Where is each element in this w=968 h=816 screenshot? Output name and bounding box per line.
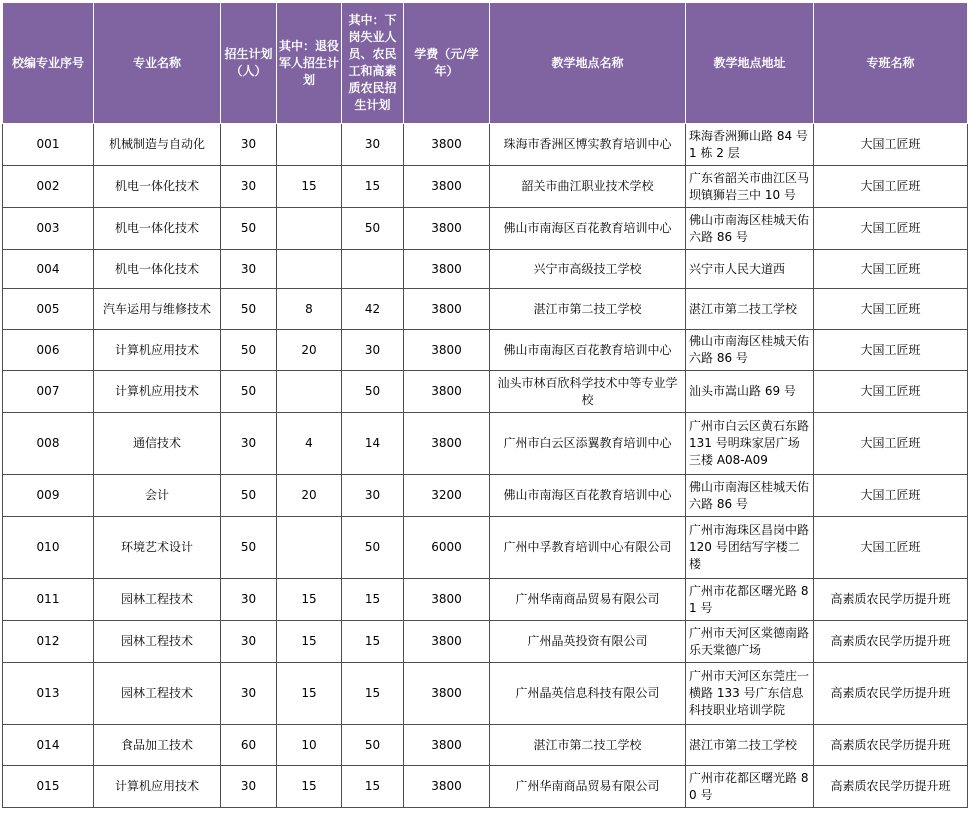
site-name-cell: 广州中孚教育培训中心有限公司 [490, 517, 686, 579]
class-name-cell: 大国工匠班 [814, 166, 968, 208]
veteran-plan-cell: 15 [277, 663, 342, 725]
tuition-cell: 3800 [404, 725, 490, 766]
farmer-plan-cell: 50 [342, 517, 404, 579]
serial-no-cell: 014 [3, 725, 94, 766]
tuition-cell: 3800 [404, 330, 490, 371]
site-name-cell: 湛江市第二技工学校 [490, 725, 686, 766]
major-name-cell: 机械制造与自动化 [94, 124, 221, 166]
table-row [3, 475, 968, 517]
table-row [3, 766, 968, 808]
serial-no-cell: 013 [3, 663, 94, 725]
site-name-cell: 广州市白云区添翼教育培训中心 [490, 413, 686, 475]
header-farmer-plan: 其中：下岗失业人员、农民工和高素质农民招生计划 [342, 3, 404, 124]
class-name-cell: 大国工匠班 [814, 371, 968, 413]
site-address-cell: 广州市海珠区昌岗中路 120 号团结写字楼二楼 [686, 517, 814, 579]
class-name-cell: 高素质农民学历提升班 [814, 579, 968, 621]
site-address-cell: 广州市花都区曙光路 80 号 [686, 766, 814, 808]
farmer-plan-cell: 50 [342, 725, 404, 766]
site-name-cell: 汕头市林百欣科学技术中等专业学校 [490, 371, 686, 413]
major-name-cell: 环境艺术设计 [94, 517, 221, 579]
header-serial-no: 校编专业序号 [3, 3, 94, 124]
veteran-plan-cell: 15 [277, 579, 342, 621]
site-name-cell: 广州晶英投资有限公司 [490, 621, 686, 663]
class-name-cell: 高素质农民学历提升班 [814, 621, 968, 663]
header-enroll-plan: 招生计划（人） [221, 3, 277, 124]
farmer-plan-cell: 15 [342, 579, 404, 621]
farmer-plan-cell: 50 [342, 371, 404, 413]
table-body [3, 124, 968, 808]
header-site-address: 教学地点地址 [686, 3, 814, 124]
site-address-cell: 汕头市嵩山路 69 号 [686, 371, 814, 413]
class-name-cell: 大国工匠班 [814, 475, 968, 517]
header-major-name: 专业名称 [94, 3, 221, 124]
tuition-cell: 3800 [404, 663, 490, 725]
enroll-plan-cell: 50 [221, 289, 277, 330]
header-class-name: 专班名称 [814, 3, 968, 124]
tuition-cell: 3800 [404, 371, 490, 413]
class-name-cell: 高素质农民学历提升班 [814, 725, 968, 766]
site-name-cell: 广州晶英信息科技有限公司 [490, 663, 686, 725]
table-row [3, 413, 968, 475]
serial-no-cell: 011 [3, 579, 94, 621]
tuition-cell: 3800 [404, 166, 490, 208]
enroll-plan-cell: 30 [221, 124, 277, 166]
header-tuition: 学费（元/学年） [404, 3, 490, 124]
farmer-plan-cell: 15 [342, 621, 404, 663]
farmer-plan-cell: 15 [342, 766, 404, 808]
major-name-cell: 会计 [94, 475, 221, 517]
major-name-cell: 汽车运用与维修技术 [94, 289, 221, 330]
class-name-cell: 大国工匠班 [814, 208, 968, 250]
major-name-cell: 计算机应用技术 [94, 766, 221, 808]
enroll-plan-cell: 50 [221, 371, 277, 413]
serial-no-cell: 006 [3, 330, 94, 371]
veteran-plan-cell: 15 [277, 621, 342, 663]
enroll-plan-cell: 30 [221, 621, 277, 663]
farmer-plan-cell: 30 [342, 330, 404, 371]
veteran-plan-cell [277, 371, 342, 413]
major-name-cell: 食品加工技术 [94, 725, 221, 766]
serial-no-cell: 007 [3, 371, 94, 413]
serial-no-cell: 005 [3, 289, 94, 330]
major-name-cell: 计算机应用技术 [94, 371, 221, 413]
major-name-cell: 计算机应用技术 [94, 330, 221, 371]
table-row [3, 517, 968, 579]
veteran-plan-cell: 8 [277, 289, 342, 330]
major-name-cell: 园林工程技术 [94, 621, 221, 663]
table-row [3, 371, 968, 413]
farmer-plan-cell: 15 [342, 166, 404, 208]
farmer-plan-cell: 30 [342, 124, 404, 166]
tuition-cell: 3800 [404, 208, 490, 250]
site-name-cell: 佛山市南海区百花教育培训中心 [490, 475, 686, 517]
major-name-cell: 机电一体化技术 [94, 250, 221, 289]
table-row [3, 725, 968, 766]
site-address-cell: 广州市天河区东莞庄一横路 133 号广东信息科技职业培训学院 [686, 663, 814, 725]
enroll-plan-cell: 30 [221, 250, 277, 289]
site-address-cell: 广州市白云区黄石东路 131 号明珠家居广场三楼 A08-A09 [686, 413, 814, 475]
class-name-cell: 大国工匠班 [814, 250, 968, 289]
site-address-cell: 广州市花都区曙光路 81 号 [686, 579, 814, 621]
site-name-cell: 珠海市香洲区博实教育培训中心 [490, 124, 686, 166]
enroll-plan-cell: 30 [221, 663, 277, 725]
site-name-cell: 韶关市曲江职业技术学校 [490, 166, 686, 208]
table-header-row [3, 3, 968, 124]
table-row [3, 289, 968, 330]
header-site-name: 教学地点名称 [490, 3, 686, 124]
major-name-cell: 通信技术 [94, 413, 221, 475]
veteran-plan-cell: 20 [277, 330, 342, 371]
major-name-cell: 机电一体化技术 [94, 166, 221, 208]
class-name-cell: 高素质农民学历提升班 [814, 663, 968, 725]
veteran-plan-cell [277, 208, 342, 250]
farmer-plan-cell: 14 [342, 413, 404, 475]
enroll-plan-cell: 30 [221, 413, 277, 475]
site-address-cell: 湛江市第二技工学校 [686, 289, 814, 330]
enroll-plan-cell: 60 [221, 725, 277, 766]
serial-no-cell: 008 [3, 413, 94, 475]
tuition-cell: 3800 [404, 413, 490, 475]
site-address-cell: 佛山市南海区桂城天佑六路 86 号 [686, 330, 814, 371]
site-name-cell: 兴宁市高级技工学校 [490, 250, 686, 289]
site-name-cell: 广州华南商品贸易有限公司 [490, 579, 686, 621]
enrollment-table [2, 2, 968, 808]
tuition-cell: 3800 [404, 250, 490, 289]
serial-no-cell: 012 [3, 621, 94, 663]
site-address-cell: 兴宁市人民大道西 [686, 250, 814, 289]
class-name-cell: 大国工匠班 [814, 517, 968, 579]
farmer-plan-cell [342, 250, 404, 289]
class-name-cell: 大国工匠班 [814, 124, 968, 166]
tuition-cell: 6000 [404, 517, 490, 579]
veteran-plan-cell [277, 124, 342, 166]
table-row [3, 579, 968, 621]
enroll-plan-cell: 30 [221, 166, 277, 208]
enroll-plan-cell: 30 [221, 579, 277, 621]
site-address-cell: 佛山市南海区桂城天佑六路 86 号 [686, 208, 814, 250]
site-name-cell: 广州华南商品贸易有限公司 [490, 766, 686, 808]
serial-no-cell: 002 [3, 166, 94, 208]
veteran-plan-cell [277, 250, 342, 289]
tuition-cell: 3800 [404, 124, 490, 166]
serial-no-cell: 003 [3, 208, 94, 250]
enroll-plan-cell: 50 [221, 517, 277, 579]
serial-no-cell: 004 [3, 250, 94, 289]
major-name-cell: 机电一体化技术 [94, 208, 221, 250]
class-name-cell: 大国工匠班 [814, 289, 968, 330]
tuition-cell: 3800 [404, 621, 490, 663]
tuition-cell: 3800 [404, 289, 490, 330]
class-name-cell: 大国工匠班 [814, 330, 968, 371]
veteran-plan-cell: 10 [277, 725, 342, 766]
table-row [3, 663, 968, 725]
enroll-plan-cell: 50 [221, 330, 277, 371]
veteran-plan-cell: 4 [277, 413, 342, 475]
tuition-cell: 3200 [404, 475, 490, 517]
enroll-plan-cell: 50 [221, 475, 277, 517]
site-address-cell: 湛江市第二技工学校 [686, 725, 814, 766]
serial-no-cell: 009 [3, 475, 94, 517]
tuition-cell: 3800 [404, 766, 490, 808]
major-name-cell: 园林工程技术 [94, 579, 221, 621]
table-row [3, 621, 968, 663]
table-row [3, 166, 968, 208]
site-name-cell: 湛江市第二技工学校 [490, 289, 686, 330]
site-address-cell: 广州市天河区棠德南路乐天棠德广场 [686, 621, 814, 663]
tuition-cell: 3800 [404, 579, 490, 621]
farmer-plan-cell: 42 [342, 289, 404, 330]
serial-no-cell: 001 [3, 124, 94, 166]
farmer-plan-cell: 30 [342, 475, 404, 517]
veteran-plan-cell: 15 [277, 766, 342, 808]
site-address-cell: 广东省韶关市曲江区马坝镇狮岩三中 10 号 [686, 166, 814, 208]
veteran-plan-cell: 15 [277, 166, 342, 208]
veteran-plan-cell [277, 517, 342, 579]
farmer-plan-cell: 50 [342, 208, 404, 250]
enroll-plan-cell: 50 [221, 208, 277, 250]
table-row [3, 250, 968, 289]
farmer-plan-cell: 15 [342, 663, 404, 725]
class-name-cell: 高素质农民学历提升班 [814, 766, 968, 808]
header-veteran-plan: 其中：退役军人招生计划 [277, 3, 342, 124]
site-name-cell: 佛山市南海区百花教育培训中心 [490, 330, 686, 371]
table-row [3, 208, 968, 250]
site-address-cell: 佛山市南海区桂城天佑六路 86 号 [686, 475, 814, 517]
class-name-cell: 大国工匠班 [814, 413, 968, 475]
serial-no-cell: 010 [3, 517, 94, 579]
serial-no-cell: 015 [3, 766, 94, 808]
veteran-plan-cell: 20 [277, 475, 342, 517]
table-row [3, 330, 968, 371]
site-address-cell: 珠海香洲狮山路 84 号 1 栋 2 层 [686, 124, 814, 166]
table-row [3, 124, 968, 166]
major-name-cell: 园林工程技术 [94, 663, 221, 725]
enroll-plan-cell: 30 [221, 766, 277, 808]
site-name-cell: 佛山市南海区百花教育培训中心 [490, 208, 686, 250]
